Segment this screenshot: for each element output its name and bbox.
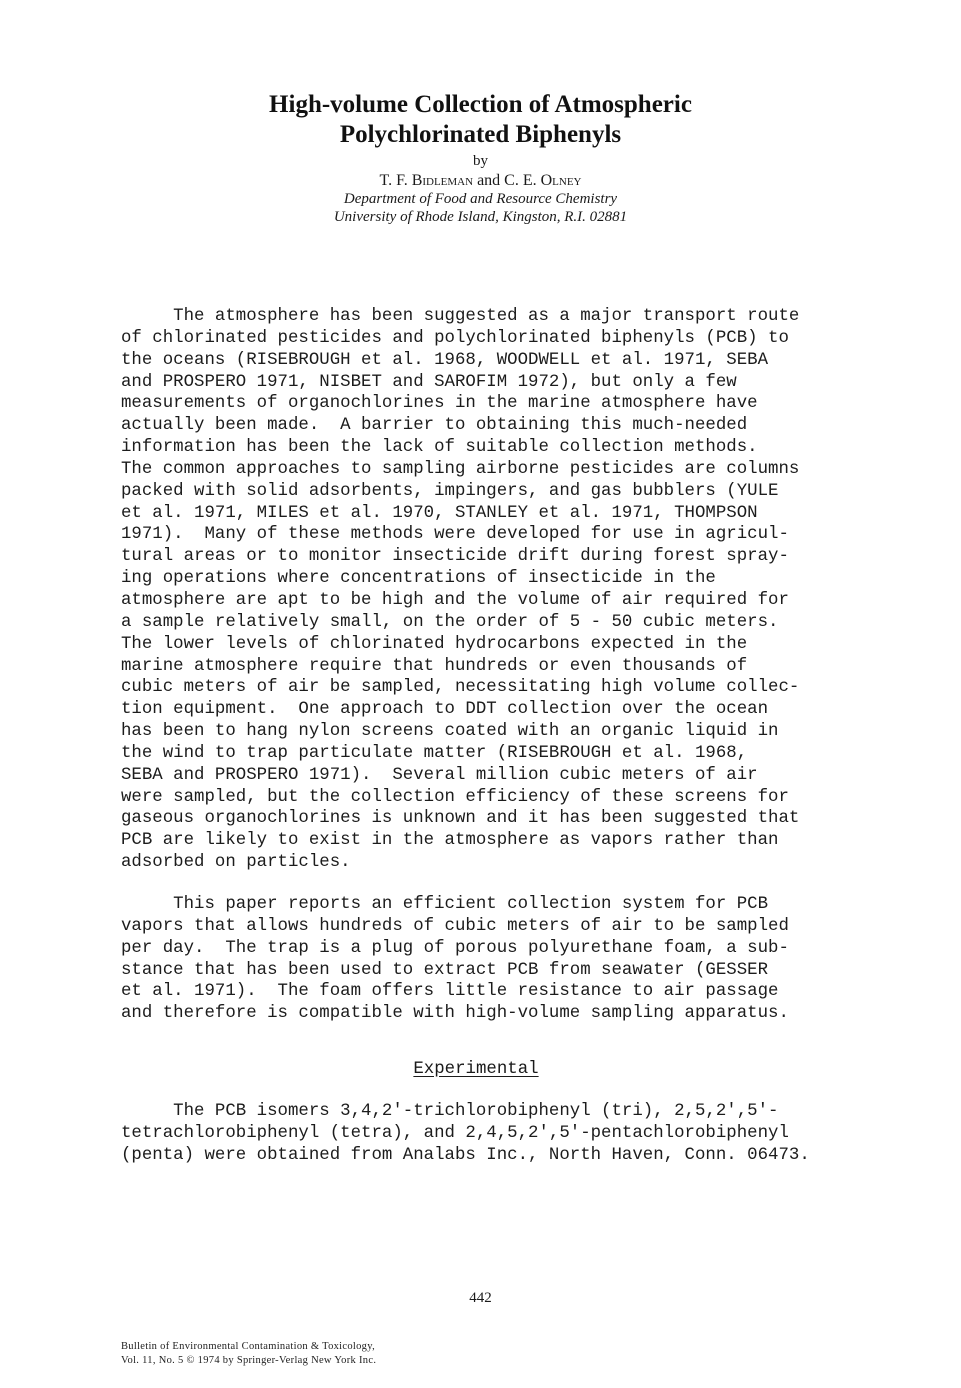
article-header (0, 90, 961, 226)
footer-line-2: Vol. 11, No. 5 © 1974 by Springer-Verlag New York Inc. (121, 1355, 377, 1366)
paragraph-intro: The atmosphere has been suggested as a major transport route of chlorinated pesticides and polychlorinated biphenyls (PCB) to the oceans (RISEBROUGH et al. 1968, WOODWELL et al. 1971, SEBA and PROSPERO 1971, NISBET and SAROFIM 1972), but only a few measurements of organochlorines in the marine atmosphere have actually been made. A barrier to obtaining this much-needed information has been the lack of suitable collection methods. The common approaches to sampling airborne pesticides are columns packed with solid adsorbents, impingers, and gas bubblers (YULE et al. 1971, MILES et al. 1970, STANLEY et al. 1971, THOMPSON 1971). Many of these methods were developed for use in agricul- tural areas or to monitor insecticide drift during forest spray- ing operations where concentrations of insecticide in the atmosphere are apt to be high and the volume of air required for a sample relatively small, on the order of 5 - 50 cubic meters. The lower levels of chlorinated hydrocarbons expected in the marine atmosphere require that hundreds or even thousands of cubic meters of air be sampled, necessitating high volume collec- tion equipment. One approach to DDT collection over the ocean has been to hang nylon screens coated with an organic liquid in the wind to trap particulate matter (RISEBROUGH et al. 1968, SEBA and PROSPERO 1971). Several million cubic meters of air were sampled, but the collection efficiency of these screens for gaseous organochlorines is unknown and it has been suggested that PCB are likely to exist in the atmosphere as vapors rather than adsorbed on particles. (121, 307, 800, 873)
paragraph-experimental: The PCB isomers 3,4,2'-trichlorobiphenyl (tri), 2,5,2',5'- tetrachlorobiphenyl (tetra), and 2,4,5,2',5'-pentachlorobiphenyl (penta) were obtained from Analabs Inc., North Haven, Conn. 06473. (121, 1102, 810, 1165)
journal-footer (121, 1340, 376, 1368)
title-line-2: Polychlorinated Biphenyls (339, 121, 622, 148)
paragraph-system: This paper reports an efficient collection system for PCB vapors that allows hundreds of cubic meters of air to be sampled per day. The trap is a plug of porous polyurethane foam, a sub- stance that has been used to extract PCB from seawater (GESSER et al. 1971). The foam offers little resistance to air passage and therefore is compatible with high-volume sampling apparatus. (121, 895, 789, 1024)
university: University of Rhode Island, Kingston, R.I. 02881 (333, 209, 628, 225)
department: Department of Food and Resource Chemistry (343, 191, 618, 207)
article-title (0, 90, 961, 150)
author-join: and C. E. (473, 172, 541, 189)
footer-line-1: Bulletin of Environmental Contamination & Toxicology, (121, 1341, 376, 1352)
authors (0, 171, 961, 190)
title-line-1: High-volume Collection of Atmospheric (269, 91, 692, 118)
author2-surname: Olney (540, 172, 582, 189)
section-heading-experimental: Experimental (413, 1060, 539, 1079)
byline: by (473, 153, 488, 169)
author1-surname: Bidleman (411, 172, 474, 189)
page-number: 442 (469, 1290, 492, 1306)
author1-initials: T. F. (379, 172, 412, 189)
